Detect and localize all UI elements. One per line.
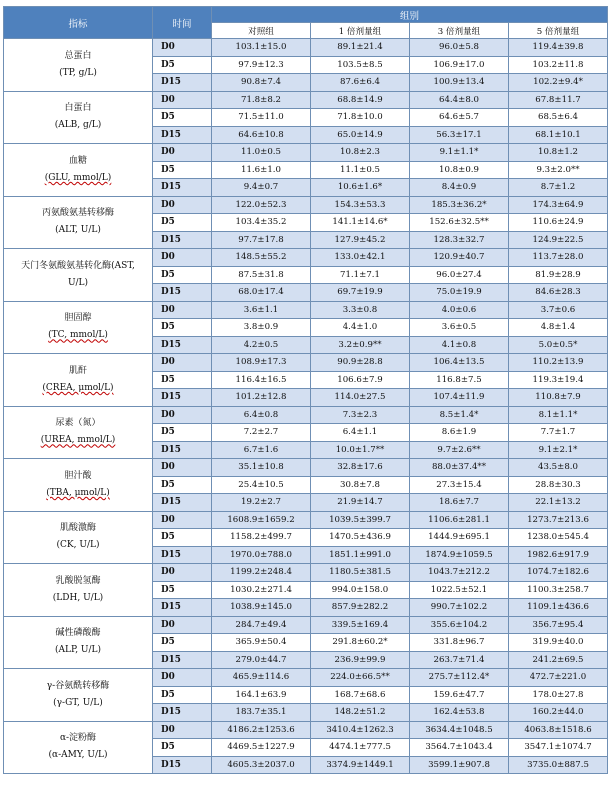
value-cell: 160.2±44.0 [509, 704, 608, 722]
indicator-name: α-淀粉酶 [59, 733, 97, 744]
value-cell: 11.1±0.5 [311, 161, 410, 179]
value-cell: 10.8±2.3 [311, 144, 410, 162]
header-time: 时间 [153, 7, 212, 39]
value-cell: 1982.6±917.9 [509, 546, 608, 564]
value-cell: 284.7±49.4 [212, 616, 311, 634]
table-row [4, 354, 608, 372]
time-point-cell: D5 [153, 476, 212, 494]
value-cell: 110.2±13.9 [509, 354, 608, 372]
value-cell: 8.5±1.4* [410, 406, 509, 424]
indicator-cell [4, 616, 153, 669]
value-cell: 1106.6±281.1 [410, 511, 509, 529]
indicator-cell [4, 354, 153, 407]
value-cell: 32.8±17.6 [311, 459, 410, 477]
value-cell: 9.1±1.1* [410, 144, 509, 162]
value-cell: 465.9±114.6 [212, 669, 311, 687]
value-cell: 1180.5±381.5 [311, 564, 410, 582]
time-point-cell: D5 [153, 424, 212, 442]
table-row [4, 249, 608, 267]
value-cell: 148.2±51.2 [311, 704, 410, 722]
table-row [4, 39, 608, 57]
value-cell: 11.0±0.5 [212, 144, 311, 162]
indicator-cell [4, 511, 153, 564]
value-cell: 9.4±0.7 [212, 179, 311, 197]
value-cell: 103.5±8.5 [311, 56, 410, 74]
value-cell: 113.7±28.0 [509, 249, 608, 267]
table-row [4, 301, 608, 319]
value-cell: 236.9±99.9 [311, 651, 410, 669]
indicator-name: 胆汁酸 [64, 470, 92, 481]
value-cell: 18.6±7.7 [410, 494, 509, 512]
value-cell: 857.9±282.2 [311, 599, 410, 617]
value-cell: 178.0±27.8 [509, 686, 608, 704]
indicator-name: 总蛋白 [64, 50, 92, 61]
time-point-cell: D15 [153, 179, 212, 197]
time-point-cell: D0 [153, 669, 212, 687]
time-point-cell: D5 [153, 634, 212, 652]
value-cell: 1273.7±213.6 [509, 511, 608, 529]
value-cell: 3547.1±1074.7 [509, 739, 608, 757]
header-group: 组别 [212, 7, 608, 23]
value-cell: 148.5±55.2 [212, 249, 311, 267]
value-cell: 154.3±53.3 [311, 196, 410, 214]
table-body [4, 39, 608, 774]
time-point-cell: D15 [153, 284, 212, 302]
time-point-cell: D0 [153, 616, 212, 634]
time-point-cell: D5 [153, 161, 212, 179]
value-cell: 159.6±47.7 [410, 686, 509, 704]
time-point-cell: D0 [153, 406, 212, 424]
indicator-name: 碱性磷酸酶 [55, 628, 101, 639]
time-point-cell: D5 [153, 266, 212, 284]
value-cell: 1874.9±1059.5 [410, 546, 509, 564]
value-cell: 133.0±42.1 [311, 249, 410, 267]
time-point-cell: D5 [153, 371, 212, 389]
value-cell: 11.6±1.0 [212, 161, 311, 179]
value-cell: 168.7±68.6 [311, 686, 410, 704]
value-cell: 164.1±63.9 [212, 686, 311, 704]
time-point-cell: D5 [153, 686, 212, 704]
value-cell: 69.7±19.9 [311, 284, 410, 302]
indicator-unit: (TBA, μmol/L) [46, 487, 110, 498]
indicator-cell [4, 459, 153, 512]
value-cell: 102.2±9.4* [509, 74, 608, 92]
value-cell: 152.6±32.5** [410, 214, 509, 232]
value-cell: 3564.7±1043.4 [410, 739, 509, 757]
value-cell: 68.8±14.9 [311, 91, 410, 109]
value-cell: 1039.5±399.7 [311, 511, 410, 529]
value-cell: 84.6±28.3 [509, 284, 608, 302]
time-point-cell: D15 [153, 546, 212, 564]
value-cell: 6.4±0.8 [212, 406, 311, 424]
value-cell: 275.7±112.4* [410, 669, 509, 687]
indicator-unit: (CK, U/L) [56, 540, 100, 551]
value-cell: 107.4±11.9 [410, 389, 509, 407]
value-cell: 56.3±17.1 [410, 126, 509, 144]
value-cell: 3.7±0.6 [509, 301, 608, 319]
value-cell: 87.6±6.4 [311, 74, 410, 92]
value-cell: 75.0±19.9 [410, 284, 509, 302]
indicator-cell [4, 91, 153, 144]
time-point-cell: D0 [153, 564, 212, 582]
value-cell: 110.6±24.9 [509, 214, 608, 232]
value-cell: 119.4±39.8 [509, 39, 608, 57]
indicator-name: γ-谷氨酰转移酶 [46, 680, 110, 691]
time-point-cell: D5 [153, 739, 212, 757]
time-point-cell: D0 [153, 144, 212, 162]
value-cell: 90.9±28.8 [311, 354, 410, 372]
value-cell: 67.8±11.7 [509, 91, 608, 109]
value-cell: 472.7±221.0 [509, 669, 608, 687]
value-cell: 106.9±17.0 [410, 56, 509, 74]
value-cell: 994.0±158.0 [311, 581, 410, 599]
value-cell: 3735.0±887.5 [509, 756, 608, 774]
value-cell: 339.5±169.4 [311, 616, 410, 634]
value-cell: 64.4±8.0 [410, 91, 509, 109]
value-cell: 4063.8±1518.6 [509, 721, 608, 739]
value-cell: 1022.5±52.1 [410, 581, 509, 599]
time-point-cell: D0 [153, 39, 212, 57]
indicator-cell [4, 669, 153, 722]
indicator-unit: (γ-GT, U/L) [53, 697, 103, 708]
indicator-cell [4, 249, 153, 302]
indicator-name: 肌酐 [68, 365, 87, 376]
value-cell: 88.0±37.4** [410, 459, 509, 477]
table-row [4, 669, 608, 687]
value-cell: 4474.1±777.5 [311, 739, 410, 757]
time-point-cell: D5 [153, 56, 212, 74]
data-table-container [3, 6, 607, 774]
value-cell: 4186.2±1253.6 [212, 721, 311, 739]
indicator-cell [4, 406, 153, 459]
value-cell: 3.6±1.1 [212, 301, 311, 319]
table-row [4, 459, 608, 477]
value-cell: 1038.9±145.0 [212, 599, 311, 617]
value-cell: 1851.1±991.0 [311, 546, 410, 564]
value-cell: 81.9±28.9 [509, 266, 608, 284]
value-cell: 30.8±7.8 [311, 476, 410, 494]
indicator-name: 肌酸激酶 [59, 523, 96, 534]
indicator-unit: (TC, mmol/L) [48, 330, 108, 341]
value-cell: 103.2±11.8 [509, 56, 608, 74]
value-cell: 1043.7±212.2 [410, 564, 509, 582]
value-cell: 10.8±0.9 [410, 161, 509, 179]
indicator-unit: (ALB, g/L) [54, 120, 102, 131]
value-cell: 3599.1±907.8 [410, 756, 509, 774]
value-cell: 9.7±2.6** [410, 441, 509, 459]
value-cell: 116.8±7.5 [410, 371, 509, 389]
value-cell: 21.9±14.7 [311, 494, 410, 512]
value-cell: 1199.2±248.4 [212, 564, 311, 582]
header-group-control: 对照组 [212, 23, 311, 39]
indicator-name: 血糖 [68, 155, 87, 166]
serum-biochemistry-table [3, 6, 608, 774]
value-cell: 3634.4±1048.5 [410, 721, 509, 739]
table-row [4, 616, 608, 634]
value-cell: 64.6±5.7 [410, 109, 509, 127]
header-indicator: 指标 [4, 7, 153, 39]
value-cell: 28.8±30.3 [509, 476, 608, 494]
value-cell: 10.0±1.7** [311, 441, 410, 459]
value-cell: 119.3±19.4 [509, 371, 608, 389]
time-point-cell: D5 [153, 214, 212, 232]
time-point-cell: D15 [153, 126, 212, 144]
indicator-unit: (CREA, μmol/L) [42, 382, 114, 393]
time-point-cell: D5 [153, 529, 212, 547]
time-point-cell: D5 [153, 581, 212, 599]
indicator-cell [4, 39, 153, 92]
indicator-unit: (TP, g/L) [59, 67, 97, 78]
time-point-cell: D0 [153, 459, 212, 477]
value-cell: 106.4±13.5 [410, 354, 509, 372]
indicator-unit: U/L) [67, 277, 89, 288]
value-cell: 122.0±52.3 [212, 196, 311, 214]
value-cell: 68.0±17.4 [212, 284, 311, 302]
indicator-name: 天门冬氨酸氨基转化酶(AST, [21, 260, 135, 271]
indicator-unit: (ALP, U/L) [54, 645, 102, 656]
time-point-cell: D15 [153, 389, 212, 407]
value-cell: 22.1±13.2 [509, 494, 608, 512]
value-cell: 128.3±32.7 [410, 231, 509, 249]
value-cell: 4.4±1.0 [311, 319, 410, 337]
value-cell: 25.4±10.5 [212, 476, 311, 494]
indicator-unit: (ALT, U/L) [55, 225, 101, 236]
value-cell: 185.3±36.2* [410, 196, 509, 214]
value-cell: 127.9±45.2 [311, 231, 410, 249]
value-cell: 10.8±1.2 [509, 144, 608, 162]
value-cell: 108.9±17.3 [212, 354, 311, 372]
value-cell: 71.5±11.0 [212, 109, 311, 127]
value-cell: 7.3±2.3 [311, 406, 410, 424]
table-row [4, 406, 608, 424]
value-cell: 3.3±0.8 [311, 301, 410, 319]
value-cell: 8.7±1.2 [509, 179, 608, 197]
value-cell: 1238.0±545.4 [509, 529, 608, 547]
value-cell: 4469.5±1227.9 [212, 739, 311, 757]
value-cell: 141.1±14.6* [311, 214, 410, 232]
value-cell: 4.0±0.6 [410, 301, 509, 319]
value-cell: 7.7±1.7 [509, 424, 608, 442]
indicator-unit: (LDH, U/L) [52, 592, 104, 603]
time-point-cell: D0 [153, 721, 212, 739]
value-cell: 4.8±1.4 [509, 319, 608, 337]
time-point-cell: D0 [153, 196, 212, 214]
time-point-cell: D15 [153, 74, 212, 92]
time-point-cell: D15 [153, 336, 212, 354]
value-cell: 7.2±2.7 [212, 424, 311, 442]
indicator-cell [4, 196, 153, 249]
value-cell: 3.6±0.5 [410, 319, 509, 337]
time-point-cell: D0 [153, 511, 212, 529]
value-cell: 8.1±1.1* [509, 406, 608, 424]
value-cell: 96.0±5.8 [410, 39, 509, 57]
value-cell: 1109.1±436.6 [509, 599, 608, 617]
value-cell: 89.1±21.4 [311, 39, 410, 57]
header-group-3x: 3 倍剂量组 [410, 23, 509, 39]
value-cell: 90.8±7.4 [212, 74, 311, 92]
table-row [4, 196, 608, 214]
indicator-cell [4, 144, 153, 197]
value-cell: 1970.0±788.0 [212, 546, 311, 564]
value-cell: 114.0±27.5 [311, 389, 410, 407]
value-cell: 331.8±96.7 [410, 634, 509, 652]
value-cell: 64.6±10.8 [212, 126, 311, 144]
time-point-cell: D15 [153, 756, 212, 774]
indicator-cell [4, 301, 153, 354]
value-cell: 110.8±7.9 [509, 389, 608, 407]
value-cell: 103.1±15.0 [212, 39, 311, 57]
time-point-cell: D15 [153, 494, 212, 512]
time-point-cell: D0 [153, 249, 212, 267]
value-cell: 279.0±44.7 [212, 651, 311, 669]
value-cell: 68.1±10.1 [509, 126, 608, 144]
time-point-cell: D15 [153, 441, 212, 459]
value-cell: 319.9±40.0 [509, 634, 608, 652]
value-cell: 1030.2±271.4 [212, 581, 311, 599]
header-group-1x: 1 倍剂量组 [311, 23, 410, 39]
time-point-cell: D0 [153, 91, 212, 109]
value-cell: 87.5±31.8 [212, 266, 311, 284]
value-cell: 97.7±17.8 [212, 231, 311, 249]
indicator-unit: (UREA, mmol/L) [40, 435, 116, 446]
table-row [4, 144, 608, 162]
value-cell: 355.6±104.2 [410, 616, 509, 634]
value-cell: 224.0±66.5** [311, 669, 410, 687]
indicator-unit: (α-AMY, U/L) [48, 750, 108, 761]
value-cell: 71.8±10.0 [311, 109, 410, 127]
value-cell: 100.9±13.4 [410, 74, 509, 92]
time-point-cell: D0 [153, 354, 212, 372]
time-point-cell: D15 [153, 599, 212, 617]
value-cell: 5.0±0.5* [509, 336, 608, 354]
table-row [4, 91, 608, 109]
value-cell: 3.2±0.9** [311, 336, 410, 354]
value-cell: 124.9±22.5 [509, 231, 608, 249]
value-cell: 1608.9±1659.2 [212, 511, 311, 529]
header-group-5x: 5 倍剂量组 [509, 23, 608, 39]
value-cell: 4605.3±2037.0 [212, 756, 311, 774]
value-cell: 120.9±40.7 [410, 249, 509, 267]
value-cell: 241.2±69.5 [509, 651, 608, 669]
value-cell: 43.5±8.0 [509, 459, 608, 477]
value-cell: 990.7±102.2 [410, 599, 509, 617]
value-cell: 8.6±1.9 [410, 424, 509, 442]
value-cell: 3374.9±1449.1 [311, 756, 410, 774]
indicator-name: 尿素（氮） [55, 418, 101, 429]
indicator-name: 乳酸脱氢酶 [55, 575, 101, 586]
value-cell: 1074.7±182.6 [509, 564, 608, 582]
table-row [4, 564, 608, 582]
value-cell: 9.3±2.0** [509, 161, 608, 179]
value-cell: 106.6±7.9 [311, 371, 410, 389]
value-cell: 1100.3±258.7 [509, 581, 608, 599]
value-cell: 3.8±0.9 [212, 319, 311, 337]
time-point-cell: D0 [153, 301, 212, 319]
value-cell: 96.0±27.4 [410, 266, 509, 284]
value-cell: 65.0±14.9 [311, 126, 410, 144]
value-cell: 9.1±2.1* [509, 441, 608, 459]
value-cell: 103.4±35.2 [212, 214, 311, 232]
indicator-name: 胆固醇 [64, 313, 92, 324]
time-point-cell: D5 [153, 109, 212, 127]
value-cell: 174.3±64.9 [509, 196, 608, 214]
value-cell: 101.2±12.8 [212, 389, 311, 407]
value-cell: 356.7±95.4 [509, 616, 608, 634]
value-cell: 71.8±8.2 [212, 91, 311, 109]
value-cell: 116.4±16.5 [212, 371, 311, 389]
indicator-unit: (GLU, mmol/L) [44, 172, 112, 183]
value-cell: 35.1±10.8 [212, 459, 311, 477]
value-cell: 8.4±0.9 [410, 179, 509, 197]
table-row [4, 721, 608, 739]
value-cell: 3410.4±1262.3 [311, 721, 410, 739]
value-cell: 27.3±15.4 [410, 476, 509, 494]
value-cell: 4.2±0.5 [212, 336, 311, 354]
time-point-cell: D15 [153, 651, 212, 669]
value-cell: 6.4±1.1 [311, 424, 410, 442]
value-cell: 4.1±0.8 [410, 336, 509, 354]
value-cell: 71.1±7.1 [311, 266, 410, 284]
value-cell: 162.4±53.8 [410, 704, 509, 722]
value-cell: 1444.9±695.1 [410, 529, 509, 547]
time-point-cell: D15 [153, 704, 212, 722]
value-cell: 1470.5±436.9 [311, 529, 410, 547]
value-cell: 183.7±35.1 [212, 704, 311, 722]
value-cell: 263.7±71.4 [410, 651, 509, 669]
time-point-cell: D5 [153, 319, 212, 337]
value-cell: 6.7±1.6 [212, 441, 311, 459]
value-cell: 97.9±12.3 [212, 56, 311, 74]
indicator-name: 白蛋白 [64, 103, 92, 114]
table-row [4, 511, 608, 529]
value-cell: 291.8±60.2* [311, 634, 410, 652]
value-cell: 1158.2±499.7 [212, 529, 311, 547]
indicator-cell [4, 721, 153, 774]
indicator-name: 丙氨酸氨基转移酶 [41, 208, 114, 219]
value-cell: 19.2±2.7 [212, 494, 311, 512]
value-cell: 10.6±1.6* [311, 179, 410, 197]
indicator-cell [4, 564, 153, 617]
value-cell: 68.5±6.4 [509, 109, 608, 127]
value-cell: 365.9±50.4 [212, 634, 311, 652]
time-point-cell: D15 [153, 231, 212, 249]
